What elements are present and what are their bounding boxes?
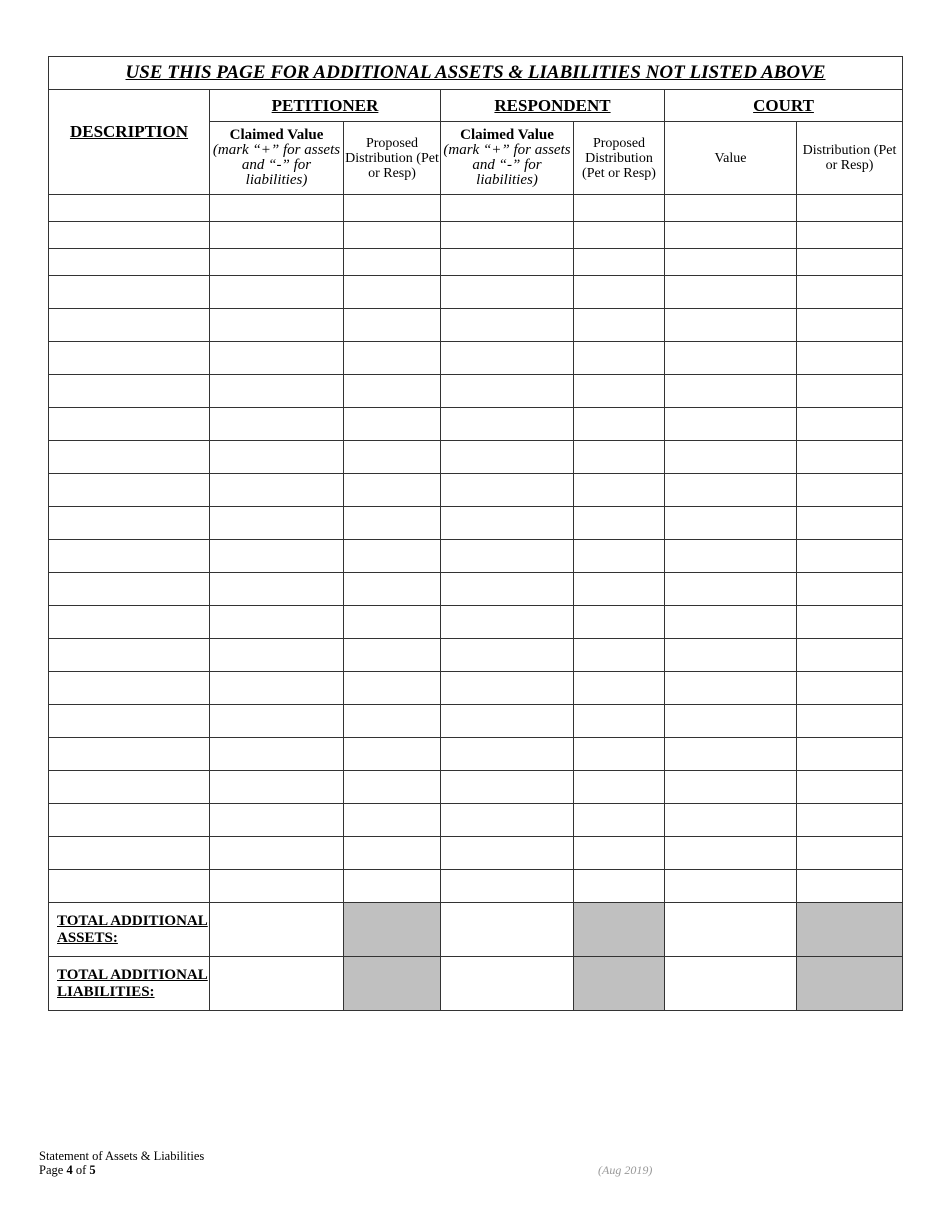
- respondent-claimed-value-cell[interactable]: [441, 705, 574, 738]
- court-value-cell[interactable]: [665, 195, 797, 222]
- respondent-distribution-cell[interactable]: [574, 249, 665, 276]
- petitioner-distribution-cell[interactable]: [344, 672, 441, 705]
- total-liabilities-label: TOTAL ADDITIONAL LIABILITIES:: [49, 957, 210, 1011]
- total-liabilities-petitioner-value[interactable]: [210, 957, 344, 1011]
- respondent-claimed-value-cell[interactable]: [441, 672, 574, 705]
- court-distribution-cell[interactable]: [797, 738, 903, 771]
- description-cell[interactable]: [49, 249, 210, 276]
- court-distribution-cell[interactable]: [797, 276, 903, 309]
- description-cell[interactable]: [49, 606, 210, 639]
- description-cell[interactable]: [49, 870, 210, 903]
- petitioner-distribution-cell[interactable]: [344, 606, 441, 639]
- respondent-claimed-value-cell[interactable]: [441, 804, 574, 837]
- description-cell[interactable]: [49, 408, 210, 441]
- petitioner-distribution-cell[interactable]: [344, 408, 441, 441]
- table-row: [49, 738, 903, 771]
- table-row: [49, 408, 903, 441]
- court-distribution-cell[interactable]: [797, 309, 903, 342]
- respondent-distribution-cell[interactable]: [574, 672, 665, 705]
- shaded-cell: [344, 957, 441, 1011]
- shaded-cell: [574, 903, 665, 957]
- petitioner-distribution-cell[interactable]: [344, 222, 441, 249]
- description-header: DESCRIPTION: [49, 90, 210, 195]
- respondent-claimed-value-cell[interactable]: [441, 606, 574, 639]
- petitioner-claimed-value-cell[interactable]: [210, 738, 344, 771]
- court-value-cell[interactable]: [665, 249, 797, 276]
- court-distribution-cell[interactable]: [797, 705, 903, 738]
- court-value-cell[interactable]: [665, 672, 797, 705]
- petitioner-distribution-cell[interactable]: [344, 342, 441, 375]
- court-value-cell[interactable]: [665, 639, 797, 672]
- court-distribution-cell[interactable]: [797, 672, 903, 705]
- petitioner-distribution-cell[interactable]: [344, 309, 441, 342]
- shaded-cell: [797, 957, 903, 1011]
- petitioner-distribution-cell[interactable]: [344, 195, 441, 222]
- court-value-cell[interactable]: [665, 573, 797, 606]
- table-row: [49, 249, 903, 276]
- petitioner-claimed-value-cell[interactable]: [210, 672, 344, 705]
- total-liabilities-respondent-value[interactable]: [441, 957, 574, 1011]
- form-name: Statement of Assets & Liabilities: [39, 1149, 205, 1163]
- petitioner-claimed-value-cell[interactable]: [210, 573, 344, 606]
- table-row: [49, 705, 903, 738]
- page-title: USE THIS PAGE FOR ADDITIONAL ASSETS & LIABILITIES NOT LISTED ABOVE: [49, 57, 903, 90]
- court-distribution-cell[interactable]: [797, 441, 903, 474]
- petitioner-claimed-value-cell[interactable]: [210, 375, 344, 408]
- table-row: [49, 222, 903, 249]
- court-distribution-cell[interactable]: [797, 507, 903, 540]
- petitioner-claimed-value-cell[interactable]: [210, 474, 344, 507]
- total-liabilities-court-value[interactable]: [665, 957, 797, 1011]
- description-cell[interactable]: [49, 342, 210, 375]
- respondent-distribution-cell[interactable]: [574, 195, 665, 222]
- table-row: [49, 672, 903, 705]
- shaded-cell: [797, 903, 903, 957]
- respondent-claimed-value-cell[interactable]: [441, 540, 574, 573]
- respondent-distribution-cell[interactable]: [574, 408, 665, 441]
- respondent-distribution-cell[interactable]: [574, 573, 665, 606]
- total-assets-label: TOTAL ADDITIONAL ASSETS:: [49, 903, 210, 957]
- description-cell[interactable]: [49, 738, 210, 771]
- respondent-claimed-value-cell[interactable]: [441, 195, 574, 222]
- page-number: Page 4 of 5: [39, 1163, 96, 1177]
- petitioner-claimed-value-cell[interactable]: [210, 309, 344, 342]
- description-cell[interactable]: [49, 507, 210, 540]
- petitioner-claimed-value-cell[interactable]: [210, 408, 344, 441]
- court-value-cell[interactable]: [665, 342, 797, 375]
- petitioner-distribution-cell[interactable]: [344, 639, 441, 672]
- court-value-cell[interactable]: [665, 507, 797, 540]
- respondent-distribution-cell[interactable]: [574, 771, 665, 804]
- respondent-claimed-value-cell[interactable]: [441, 249, 574, 276]
- court-value-header: Value: [665, 122, 797, 195]
- respondent-claimed-value-cell[interactable]: [441, 573, 574, 606]
- court-value-cell[interactable]: [665, 804, 797, 837]
- respondent-claimed-value-cell[interactable]: [441, 342, 574, 375]
- respondent-claimed-value-header: Claimed Value (mark “+” for assets and “-” for liabilities): [441, 122, 574, 195]
- respondent-distribution-cell[interactable]: [574, 606, 665, 639]
- description-cell[interactable]: [49, 540, 210, 573]
- court-header: COURT: [665, 90, 903, 122]
- description-cell[interactable]: [49, 276, 210, 309]
- respondent-distribution-cell[interactable]: [574, 222, 665, 249]
- description-cell[interactable]: [49, 837, 210, 870]
- respondent-claimed-value-cell[interactable]: [441, 276, 574, 309]
- respondent-distribution-cell[interactable]: [574, 705, 665, 738]
- court-value-cell[interactable]: [665, 837, 797, 870]
- description-cell[interactable]: [49, 375, 210, 408]
- respondent-distribution-cell[interactable]: [574, 540, 665, 573]
- respondent-distribution-cell[interactable]: [574, 804, 665, 837]
- court-distribution-cell[interactable]: [797, 408, 903, 441]
- court-distribution-cell[interactable]: [797, 870, 903, 903]
- petitioner-claimed-value-cell[interactable]: [210, 540, 344, 573]
- petitioner-distribution-cell[interactable]: [344, 804, 441, 837]
- petitioner-claimed-value-header: Claimed Value (mark “+” for assets and “-” for liabilities): [210, 122, 344, 195]
- table-row: [49, 507, 903, 540]
- respondent-distribution-cell[interactable]: [574, 309, 665, 342]
- petitioner-claimed-value-cell[interactable]: [210, 804, 344, 837]
- respondent-claimed-value-cell[interactable]: [441, 474, 574, 507]
- court-value-cell[interactable]: [665, 375, 797, 408]
- table-row: [49, 804, 903, 837]
- table-row: [49, 309, 903, 342]
- respondent-distribution-cell[interactable]: [574, 507, 665, 540]
- shaded-cell: [574, 957, 665, 1011]
- description-cell[interactable]: [49, 195, 210, 222]
- table-row: [49, 441, 903, 474]
- respondent-claimed-value-cell[interactable]: [441, 309, 574, 342]
- respondent-claimed-value-cell[interactable]: [441, 837, 574, 870]
- court-value-cell[interactable]: [665, 474, 797, 507]
- court-value-cell[interactable]: [665, 441, 797, 474]
- description-cell[interactable]: [49, 573, 210, 606]
- table-row: [49, 837, 903, 870]
- respondent-header: RESPONDENT: [441, 90, 665, 122]
- description-cell[interactable]: [49, 441, 210, 474]
- respondent-claimed-value-cell[interactable]: [441, 507, 574, 540]
- petitioner-header: PETITIONER: [210, 90, 441, 122]
- petitioner-claimed-value-cell[interactable]: [210, 222, 344, 249]
- petitioner-distribution-cell[interactable]: [344, 771, 441, 804]
- petitioner-distribution-cell[interactable]: [344, 870, 441, 903]
- petitioner-claimed-value-cell[interactable]: [210, 870, 344, 903]
- court-distribution-cell[interactable]: [797, 222, 903, 249]
- description-cell[interactable]: [49, 672, 210, 705]
- table-row: [49, 375, 903, 408]
- court-value-cell[interactable]: [665, 870, 797, 903]
- revision-date: (Aug 2019): [598, 1163, 653, 1177]
- footer: [39, 1149, 204, 1177]
- table-row: [49, 540, 903, 573]
- petitioner-distribution-cell[interactable]: [344, 249, 441, 276]
- total-assets-court-value[interactable]: [665, 903, 797, 957]
- court-distribution-cell[interactable]: [797, 837, 903, 870]
- court-distribution-cell[interactable]: [797, 606, 903, 639]
- court-value-cell[interactable]: [665, 309, 797, 342]
- petitioner-distribution-cell[interactable]: [344, 573, 441, 606]
- total-assets-respondent-value[interactable]: [441, 903, 574, 957]
- description-cell[interactable]: [49, 804, 210, 837]
- table-row: [49, 342, 903, 375]
- petitioner-claimed-value-cell[interactable]: [210, 249, 344, 276]
- respondent-claimed-value-cell[interactable]: [441, 771, 574, 804]
- petitioner-claimed-value-cell[interactable]: [210, 837, 344, 870]
- respondent-distribution-cell[interactable]: [574, 837, 665, 870]
- respondent-distribution-header: Proposed Distribution (Pet or Resp): [574, 122, 665, 195]
- court-distribution-cell[interactable]: [797, 249, 903, 276]
- court-distribution-cell[interactable]: [797, 804, 903, 837]
- table-row: [49, 573, 903, 606]
- table-row: [49, 771, 903, 804]
- respondent-distribution-cell[interactable]: [574, 276, 665, 309]
- petitioner-claimed-value-cell[interactable]: [210, 342, 344, 375]
- respondent-claimed-value-cell[interactable]: [441, 738, 574, 771]
- total-assets-petitioner-value[interactable]: [210, 903, 344, 957]
- court-value-cell[interactable]: [665, 408, 797, 441]
- court-distribution-cell[interactable]: [797, 195, 903, 222]
- table-row: [49, 606, 903, 639]
- petitioner-distribution-cell[interactable]: [344, 474, 441, 507]
- petitioner-claimed-value-cell[interactable]: [210, 441, 344, 474]
- description-cell[interactable]: [49, 222, 210, 249]
- table-row: [49, 276, 903, 309]
- petitioner-distribution-cell[interactable]: [344, 705, 441, 738]
- respondent-claimed-value-cell[interactable]: [441, 870, 574, 903]
- respondent-distribution-cell[interactable]: [574, 375, 665, 408]
- court-distribution-cell[interactable]: [797, 342, 903, 375]
- court-value-cell[interactable]: [665, 606, 797, 639]
- petitioner-claimed-value-cell[interactable]: [210, 195, 344, 222]
- respondent-distribution-cell[interactable]: [574, 474, 665, 507]
- additional-assets-table: [48, 56, 903, 1011]
- petitioner-distribution-cell[interactable]: [344, 375, 441, 408]
- petitioner-claimed-value-cell[interactable]: [210, 507, 344, 540]
- respondent-distribution-cell[interactable]: [574, 342, 665, 375]
- respondent-distribution-cell[interactable]: [574, 738, 665, 771]
- petitioner-claimed-value-cell[interactable]: [210, 606, 344, 639]
- respondent-claimed-value-cell[interactable]: [441, 441, 574, 474]
- table-row: [49, 474, 903, 507]
- table-row: [49, 870, 903, 903]
- petitioner-claimed-value-cell[interactable]: [210, 771, 344, 804]
- description-cell[interactable]: [49, 705, 210, 738]
- court-value-cell[interactable]: [665, 540, 797, 573]
- petitioner-distribution-cell[interactable]: [344, 507, 441, 540]
- description-cell[interactable]: [49, 474, 210, 507]
- petitioner-claimed-value-cell[interactable]: [210, 705, 344, 738]
- court-distribution-cell[interactable]: [797, 771, 903, 804]
- court-value-cell[interactable]: [665, 705, 797, 738]
- petitioner-distribution-cell[interactable]: [344, 540, 441, 573]
- table-row: [49, 195, 903, 222]
- petitioner-claimed-value-cell[interactable]: [210, 639, 344, 672]
- respondent-distribution-cell[interactable]: [574, 639, 665, 672]
- court-distribution-cell[interactable]: [797, 639, 903, 672]
- court-distribution-cell[interactable]: [797, 573, 903, 606]
- description-cell[interactable]: [49, 309, 210, 342]
- petitioner-distribution-cell[interactable]: [344, 837, 441, 870]
- petitioner-distribution-cell[interactable]: [344, 738, 441, 771]
- court-value-cell[interactable]: [665, 771, 797, 804]
- shaded-cell: [344, 903, 441, 957]
- respondent-claimed-value-cell[interactable]: [441, 375, 574, 408]
- petitioner-distribution-header: Proposed Distribution (Pet or Resp): [344, 122, 441, 195]
- court-distribution-cell[interactable]: [797, 375, 903, 408]
- petitioner-distribution-cell[interactable]: [344, 276, 441, 309]
- court-distribution-cell[interactable]: [797, 474, 903, 507]
- court-distribution-cell[interactable]: [797, 540, 903, 573]
- respondent-claimed-value-cell[interactable]: [441, 222, 574, 249]
- description-cell[interactable]: [49, 639, 210, 672]
- respondent-claimed-value-cell[interactable]: [441, 639, 574, 672]
- court-distribution-header: Distribution (Pet or Resp): [797, 122, 903, 195]
- respondent-distribution-cell[interactable]: [574, 441, 665, 474]
- court-value-cell[interactable]: [665, 222, 797, 249]
- petitioner-distribution-cell[interactable]: [344, 441, 441, 474]
- court-value-cell[interactable]: [665, 276, 797, 309]
- respondent-claimed-value-cell[interactable]: [441, 408, 574, 441]
- respondent-distribution-cell[interactable]: [574, 870, 665, 903]
- description-cell[interactable]: [49, 771, 210, 804]
- petitioner-claimed-value-cell[interactable]: [210, 276, 344, 309]
- court-value-cell[interactable]: [665, 738, 797, 771]
- table-row: [49, 639, 903, 672]
